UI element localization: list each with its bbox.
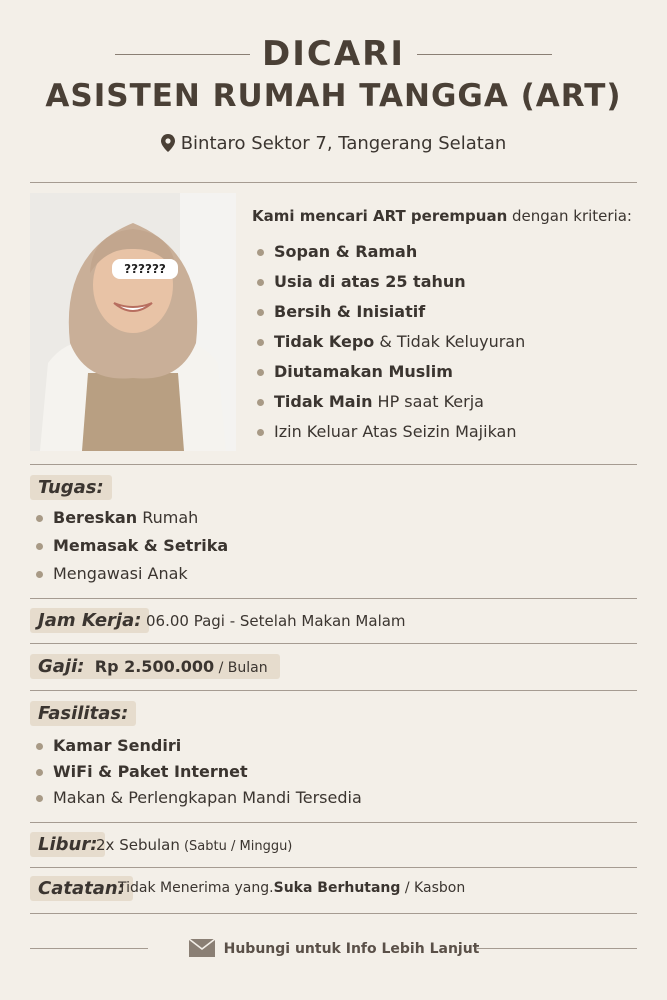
criteria-list	[257, 241, 525, 451]
gaji-unit: / Bulan	[214, 660, 268, 676]
gaji-amount: Rp 2.500.000	[94, 657, 215, 676]
divider	[30, 822, 637, 823]
fasilitas-label: Fasilitas:	[30, 701, 136, 726]
catatan-value: Tidak Menerima yang.Suka Berhutang / Kasbon	[118, 880, 466, 896]
list-item: Izin Keluar Atas Seizin Majikan	[257, 421, 525, 451]
divider	[30, 643, 637, 644]
footer-contact: Hubungi untuk Info Lebih Lanjut	[0, 938, 667, 958]
list-item: Mengawasi Anak	[36, 563, 228, 591]
location-pin-icon	[161, 133, 181, 154]
list-item: Tidak Main HP saat Kerja	[257, 391, 525, 421]
divider	[30, 182, 637, 183]
list-item: Bereskan Rumah	[36, 507, 228, 535]
page-title: DICARI	[262, 34, 405, 74]
list-item: Sopan & Ramah	[257, 241, 525, 271]
list-item: Diutamakan Muslim	[257, 361, 525, 391]
libur-value: 2x Sebulan (Sabtu / Minggu)	[96, 836, 293, 854]
candidate-photo	[30, 193, 236, 451]
page-subtitle: ASISTEN RUMAH TANGGA (ART)	[45, 78, 622, 114]
divider	[30, 867, 637, 868]
tugas-list	[36, 507, 228, 591]
catatan-label: Catatan:	[30, 876, 133, 901]
location-text: Bintaro Sektor 7, Tangerang Selatan	[180, 133, 507, 154]
jam-kerja-label: Jam Kerja:	[30, 608, 149, 633]
list-item: Memasak & Setrika	[36, 535, 228, 563]
divider	[30, 464, 637, 465]
divider	[30, 913, 637, 914]
jam-kerja-value: 06.00 Pagi - Setelah Makan Malam	[146, 612, 406, 630]
list-item: Tidak Kepo & Tidak Keluyuran	[257, 331, 525, 361]
gaji-label: Gaji: Rp 2.500.000 / Bulan	[30, 654, 280, 679]
libur-label: Libur:	[30, 832, 105, 857]
divider	[30, 690, 637, 691]
list-item: Kamar Sendiri	[36, 735, 362, 761]
divider	[30, 598, 637, 599]
fasilitas-list	[36, 735, 362, 813]
criteria-intro: Kami mencari ART perempuan dengan kriteria:	[252, 207, 632, 225]
envelope-icon	[188, 941, 224, 957]
tugas-label: Tugas:	[30, 475, 112, 500]
list-item: Usia di atas 25 tahun	[257, 271, 525, 301]
list-item: WiFi & Paket Internet	[36, 761, 362, 787]
list-item: Bersih & Inisiatif	[257, 301, 525, 331]
face-censor-label: ??????	[112, 259, 178, 279]
location	[0, 133, 667, 154]
list-item: Makan & Perlengkapan Mandi Tersedia	[36, 787, 362, 813]
